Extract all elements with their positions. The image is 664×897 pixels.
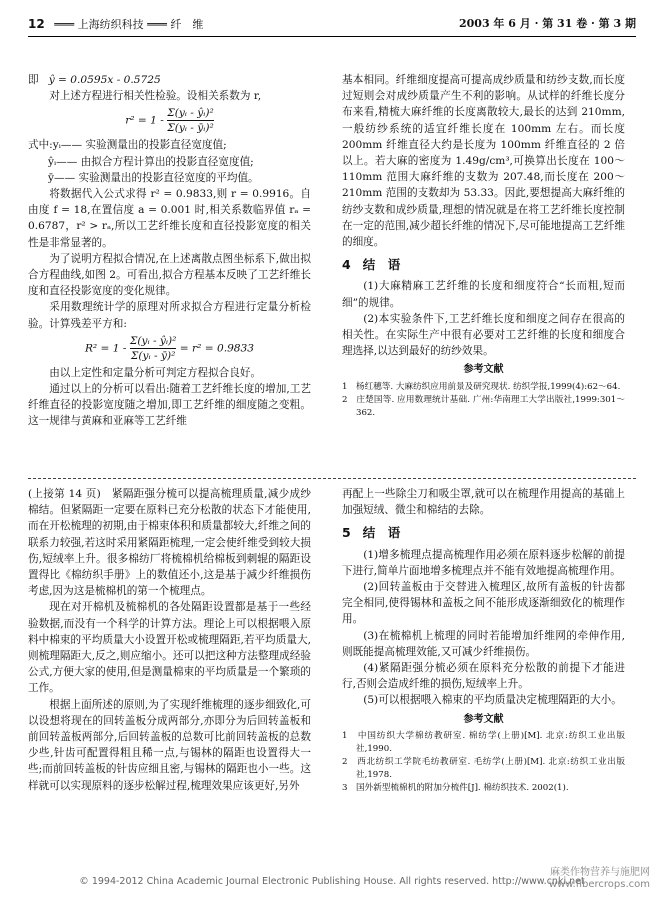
section-heading: 4 结 语	[342, 257, 401, 273]
paragraph: 现在对开棉机及梳棉机的各处隔距设置都是基于一些经验数据,而没有一个科学的计算方法。理论上可以根据喂入原料中棉束的平均质量大小设置开松或梳理隔距,若平均质量大,则梳理隔距大,反之,则应缩小。还可以把这种方法整理成经验公式,方便大家的使用,但是测量棉束的平均质量是一个繁琐的工作。	[28, 601, 311, 695]
section-heading: 5 结 语	[342, 525, 401, 541]
paragraph: 基本相同。纤维细度提高可提高成纱质量和纺纱支数,而长度过短则会对成纱质量产生不利的影响。从试样的纤维长度分布来看,精梳大麻纤维的长度离散较大,最长的达到 210mm,一般纺纱系统的适宜纤维长度在 100mm 左右。而长度 200mm 纤维直径大约是长度为 100mm 纤维直径的 2 倍以上。若大麻的密度为 1.49g/cm³,可换算出长度在 100～110mm 范围大麻纤维的支数为 207.48,而长度在 200～210mm 范围的支数却为 53.33。因此,要想提高大麻纤维的纺纱支数和成纱质量,理想的情况就是在将工艺纤维长度控制在一定的范围,减少超长纤维的情况下,尽可能地提高工艺纤维的细度。	[342, 74, 625, 249]
definition: ŷᵢ—— 由拟合方程计算出的投影直径宽度值;	[48, 155, 254, 168]
definition: ȳ—— 实验测量出的投影直径宽度的平均值。	[48, 171, 259, 184]
copyright-footer: © 1994-2012 China Academic Journal Electronic Publishing House. All rights reserved. http://www.cnki.net	[79, 875, 585, 887]
right-column-bottom	[342, 486, 625, 795]
paragraph: 根据上面所述的原则,为了实现纤维梳理的逐步细致化,可以设想将现在的回转盖板分成两部分,亦即分为后回转盖板和前回转盖板两部分,后回转盖板的总数可比前回转盖板的总数少些,针齿可配置得粗且稀一点,与锡林的隔距也设置得大一些;而前回转盖板的针齿应细且密,与锡林的隔距也小一些。这样就可以实现原料的逐步松解过程,梳理效果应该更好,另外	[28, 698, 311, 792]
page-header	[28, 14, 636, 36]
paragraph: (上接第 14 页) 紧隔距强分梳可以提高梳理质量,减少成纱棉结。但紧隔距一定要在原料已充分松散的状态下才能使用,而在开松梳理的初期,由于棉束体积和质量都较大,纤维之间的联系力较强,若这时采用紧隔距梳理,一定会使纤维受到较大损伤,短绒率上升。很多棉纺厂将梳棉机给棉板到刺辊的隔距设置得比《棉纺织手册》上的数值还小,这是基于减少纤维损伤考虑,因为这是梳棉机的第一个梳理点。	[28, 488, 311, 598]
journal-name: ═══ 上海纺织科技 ═══ 纤 维	[54, 18, 204, 31]
conclusion-item: (5)可以根据喂入棉束的平均质量决定梳理隔距的大小。	[363, 694, 622, 707]
definition: 式中:yᵢ—— 实验测量出的投影直径宽度值;	[28, 139, 227, 152]
header-rule	[28, 36, 636, 37]
references-heading: 参考文献	[463, 364, 504, 376]
paragraph: 将数据代入公式求得 r² = 0.9833,则 r = 0.9916。自由度 f = 18,在置信度 a = 0.001 时,相关系数临界值 rₐ = 0.6787，r² > rₐ,所以工艺纤维长度和直径投影宽度的相关性是非常显著的。	[28, 188, 311, 249]
left-column-bottom	[28, 486, 311, 794]
header-left	[28, 16, 203, 33]
paragraph: 由以上定性和定量分析可判定方程拟合良好。	[49, 366, 262, 379]
conclusion-item: (4)紧隔距强分梳必须在原料充分松散的前提下才能进行,否则会造成纤维的损伤,短绒率上升。	[342, 662, 625, 691]
article-divider	[28, 478, 636, 479]
reference-item: 2 庄楚国等. 应用数理统计基础. 广州:华南理工大学出版社,1999:301～362.	[342, 394, 625, 418]
reference-item: 3 国外新型梳棉机的附加分梳件[J]. 棉纺织技术. 2002(1).	[342, 782, 569, 793]
left-column-top	[28, 72, 311, 430]
paragraph: 对上述方程进行相关性检验。设相关系数为 r,	[49, 90, 262, 103]
conclusion-item: (2)回转盖板由于交替进入梳理区,故所有盖板的针齿都完全相同,使得锡林和盖板之间不能形成逐渐细致化的梳理作用。	[342, 581, 625, 626]
paragraph: 为了说明方程拟合情况,在上述离散点图坐标系下,做出拟合方程曲线,如图 2。可看出,拟合方程基本反映了工艺纤维长度和直径投影宽度的变化规律。	[28, 252, 311, 298]
equation-r2: r² = 1 - $\frac{\text{Σ(yᵢ - ŷᵢ)²}}{\text{Σ(yᵢ - ȳᵢ)²}}$	[125, 107, 214, 135]
paragraph: 采用数理统计学的原理对所求拟合方程进行定量分析检验。计算残差平方和:	[28, 301, 311, 330]
right-column-top	[342, 72, 625, 420]
conclusion-item: (2)本实验条件下,工艺纤维长度和细度之间存在很高的相关性。在实际生产中很有必要对工艺纤维的长度和细度合理选择,以达到最好的纺纱效果。	[342, 312, 625, 358]
conclusion-item: (1)增多梳理点提高梳理作用必须在原料逐步松解的前提下进行,简单片面地增多梳理点并不能有效地提高梳理作用。	[342, 548, 625, 577]
conclusion-item: (3)在梳棉机上梳理的同时若能增加纤维网的牵伸作用,则既能提高梳理效能,又可减少纤维损伤。	[342, 629, 625, 658]
paragraph: 再配上一些除尘刀和吸尘罩,就可以在梳理作用提高的基础上加强短绒、微尘和棉结的去除。	[342, 488, 625, 517]
paragraph: 通过以上的分析可以看出:随着工艺纤维长度的增加,工艺纤维直径的投影宽度随之增加,即工艺纤维的细度随之变粗。这一规律与黄麻和亚麻等工艺纤维	[28, 383, 311, 428]
page-number: 12	[28, 17, 45, 31]
reference-item: 1 杨红穗等. 大麻纺织应用前景及研究现状. 纺织学报,1999(4):62～64.	[342, 381, 621, 392]
conclusion-item: (1)大麻精麻工艺纤维的长度和细度符合“长而粗,短而细”的规律。	[342, 280, 625, 309]
issue-info: 2003 年 6 月 · 第 31 卷 · 第 3 期	[458, 17, 636, 30]
equation-residual: R² = 1 - $\frac{\text{Σ(yᵢ - ŷᵢ)²}}{\text{Σ(yᵢ - ȳ)²}}$ = r² = 0.9833	[84, 334, 255, 362]
reference-item: 1 中国纺织大学棉纺教研室. 棉纺学(上册)[M]. 北京:纺织工业出版社,1990.	[342, 730, 625, 754]
reference-item: 2 西北纺织工学院毛纺教研室. 毛纺学(上册)[M]. 北京:纺织工业出版社,1978.	[342, 756, 625, 780]
site-watermark: 麻类作物营养与施肥网 www.fibercrops.com	[548, 867, 650, 890]
references-heading: 参考文献	[463, 713, 504, 725]
regression-equation: 即 ŷ = 0.0595x - 0.5725	[28, 74, 161, 86]
